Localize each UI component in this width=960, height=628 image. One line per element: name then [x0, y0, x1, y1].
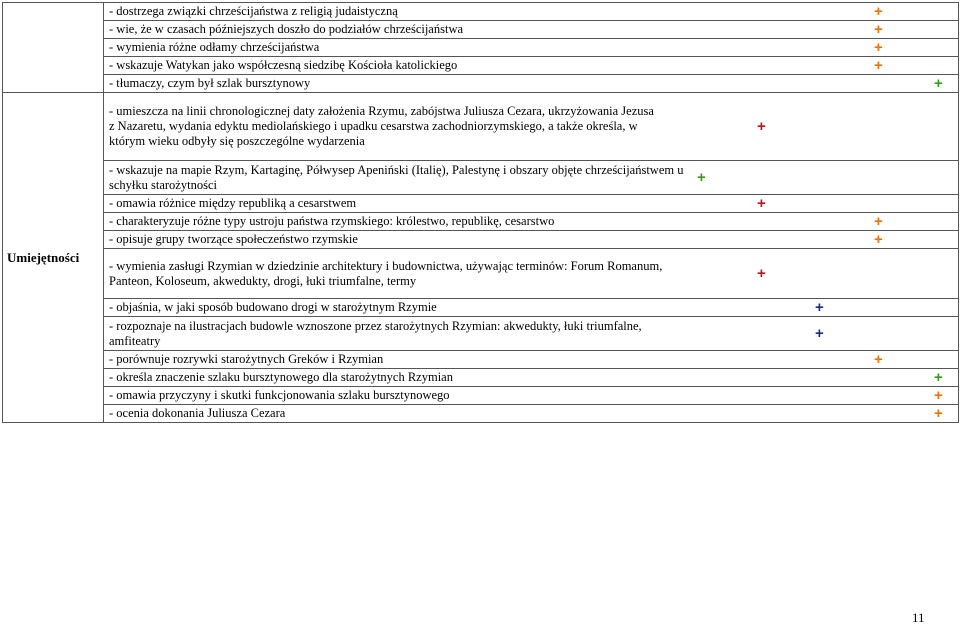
level-mark: + [874, 20, 883, 38]
level-mark: + [874, 56, 883, 74]
level-mark: + [815, 324, 824, 342]
level-mark: + [757, 194, 766, 212]
skill-text: - rozpoznaje na ilustracjach budowle wznoszone przez starożytnych Rzymian: akwedukty, łuki triumfalne, amfiteatry [109, 318, 642, 348]
skill-row [104, 387, 959, 405]
level-mark: + [934, 404, 943, 422]
skill-row [104, 299, 959, 317]
level-mark: + [934, 368, 943, 386]
skill-text: - określa znaczenie szlaku bursztynowego dla starożytnych Rzymian [109, 370, 453, 384]
skill-text: - wymienia zasługi Rzymian w dziedzinie architektury i budownictwa, używając terminów: Forum Romanum, Panteon, Koloseum, akwedukty, drogi, łuki triumfalne, termy [109, 258, 663, 288]
skill-row [104, 369, 959, 387]
skill-text: - objaśnia, w jaki sposób budowano drogi w starożytnym Rzymie [109, 300, 437, 314]
page-number: 11 [912, 610, 925, 625]
skill-text: - omawia przyczyny i skutki funkcjonowania szlaku bursztynowego [109, 388, 450, 402]
level-mark: + [697, 168, 706, 186]
level-mark: + [874, 230, 883, 248]
skill-text: - charakteryzuje różne typy ustroju państwa rzymskiego: królestwo, republikę, cesarstwo [109, 214, 555, 228]
skill-text: - ocenia dokonania Juliusza Cezara [109, 406, 286, 420]
skill-text: - dostrzega związki chrześcijaństwa z religią judaistyczną [109, 4, 398, 18]
skill-row [104, 93, 959, 161]
skill-text: - wymienia różne odłamy chrześcijaństwa [109, 40, 320, 54]
level-mark: + [874, 212, 883, 230]
skill-row [104, 75, 959, 93]
level-mark: + [874, 38, 883, 56]
category-label: Umiejętności [3, 93, 104, 423]
level-mark: + [874, 2, 883, 20]
skill-row [104, 161, 959, 195]
skill-row [104, 405, 959, 423]
level-mark: + [815, 298, 824, 316]
skill-text: - opisuje grupy tworzące społeczeństwo rzymskie [109, 232, 358, 246]
skill-row [104, 57, 959, 75]
skill-row [104, 39, 959, 57]
level-mark: + [934, 74, 943, 92]
skill-text: - wskazuje Watykan jako współczesną siedzibę Kościoła katolickiego [109, 58, 458, 72]
level-mark: + [874, 350, 883, 368]
skill-text: - wskazuje na mapie Rzym, Kartaginę, Półwysep Apeniński (Italię), Palestynę i obszary objęte chrześcijaństwem u schyłku starożytności [109, 162, 684, 192]
category-cell-top [3, 3, 104, 93]
skill-row [104, 351, 959, 369]
skill-row [104, 3, 959, 21]
skill-text: - umieszcza na linii chronologicznej daty założenia Rzymu, zabójstwa Juliusza Cezara, ukrzyżowania Jezusa z Nazaretu, wydania edyktu mediolańskiego i upadku cesarstwa zachodniorzymskiego, a także określa, w którym wieku odbyły się poszczególne wydarzenia [109, 104, 654, 148]
skill-row [104, 195, 959, 213]
skill-row [104, 231, 959, 249]
level-mark: + [934, 386, 943, 404]
level-mark: + [757, 264, 766, 282]
skill-row [104, 249, 959, 299]
skill-text: - omawia różnice między republiką a cesarstwem [109, 196, 357, 210]
skill-text: - tłumaczy, czym był szlak bursztynowy [109, 76, 311, 90]
skill-text: - wie, że w czasach późniejszych doszło do podziałów chrześcijaństwa [109, 22, 464, 36]
skill-row [104, 21, 959, 39]
skill-row [104, 317, 959, 351]
skill-text: - porównuje rozrywki starożytnych Greków i Rzymian [109, 352, 384, 366]
requirements-table [2, 2, 959, 423]
skill-row [104, 213, 959, 231]
level-mark: + [757, 117, 766, 135]
